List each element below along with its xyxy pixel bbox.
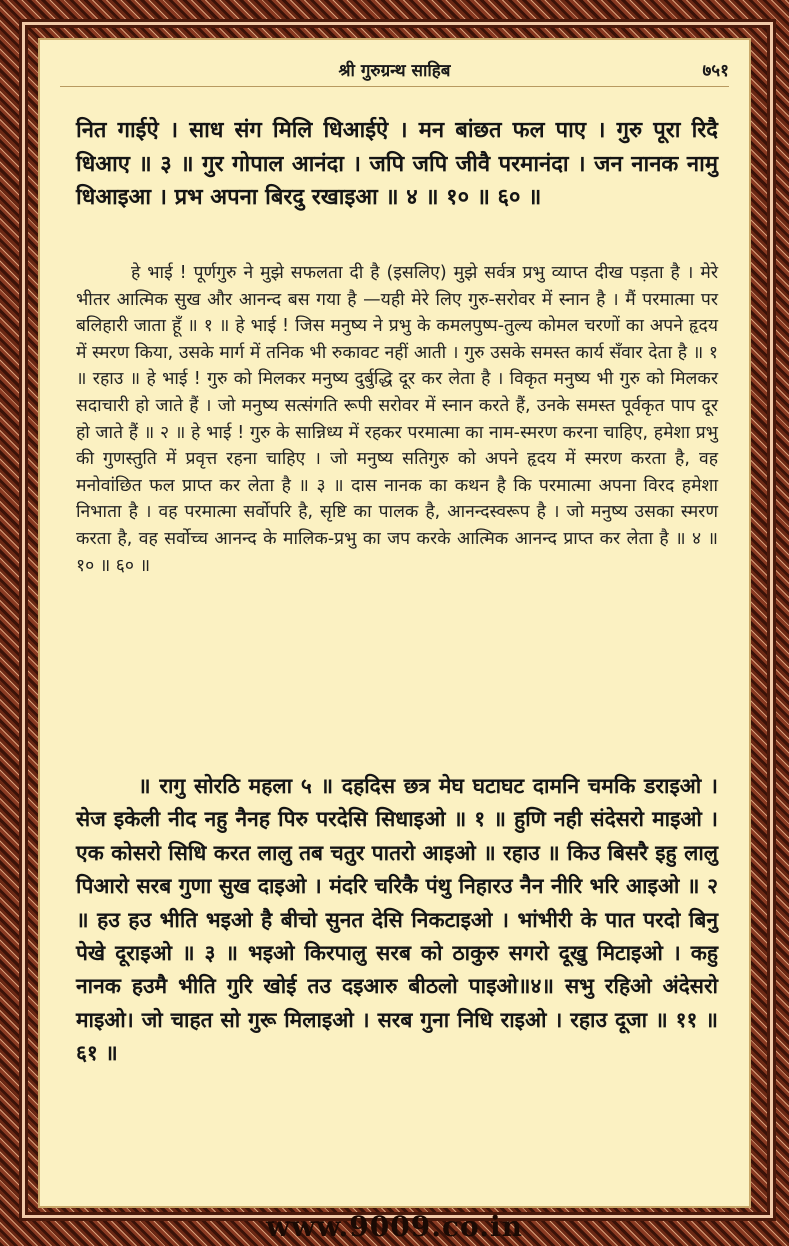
gurbani-verse-1: नित गाईऐ । साध संग मिलि धिआईऐ । मन बांछत फल पाए । गुरु पूरा रिदै धिआए ॥ ३ ॥ गुर गोपाल आनंदा । जपि जपि जीवै परमानंदा । जन नानक नामु धिआइआ । प्रभ अपना बिरदु रखाइआ ॥ ४ ॥ १० ॥ ६० ॥ [76, 118, 718, 210]
footer [0, 1204, 789, 1246]
gurbani-verse-2-text: ॥ रागु सोरठि महला ५ ॥ दहदिस छत्र मेघ घटाघट दामनि चमकि डराइओ । सेज इकेली नीद नहु नैनह पिरु परदेसि सिधाइओ ॥ १ ॥ हुणि नही संदेसरो माइओ । एक कोसरो सिधि करत लालु तब चतुर पातरो आइओ ॥ रहाउ ॥ किउ बिसरै इहु लालु पिआरो सरब गुणा सुख दाइओ । मंदरि चरिकै पंथु निहारउ नैन नीरि भरि आइओ ॥ २ ॥ हउ हउ भीति भइओ है बीचो सुनत देसि निकटाइओ । भांभीरी के पात परदो बिनु पेखे दूराइओ ॥ ३ ॥ भइओ किरपालु सरब को ठाकुरु सगरो दूखु मिटाइओ । कहु नानक हउमै भीति गुरि खोई तउ दइआरु बीठलो पाइओ॥४॥ सभु रहिओ अंदेसरो माइओ। जो चाहत सो गुरू मिलाइओ । सरब गुना निधि राइओ । रहाउ दूजा ॥ ११ ॥ ६१ ॥ [76, 774, 718, 1066]
gurbani-verse-2 [76, 770, 718, 1071]
page-title: श्री गुरुग्रन्थ साहिब [338, 61, 451, 81]
website-url: www.9009.co.in [266, 1210, 523, 1243]
header-divider [60, 86, 729, 87]
translation-text: हे भाई ! पूर्णगुरु ने मुझे सफलता दी है (इसलिए) मुझे सर्वत्र प्रभु व्याप्त दीख पड़ता है । मेरे भीतर आत्मिक सुख और आनन्द बस गया है —यही मेरे लिए गुरु-सरोवर में स्नान है । मैं परमात्मा पर बलिहारी जाता हूँ ॥ १ ॥ हे भाई ! जिस मनुष्य ने प्रभु के कमलपुष्प-तुल्य कोमल चरणों का अपने हृदय में स्मरण किया, उसके मार्ग में तनिक भी रुकावट नहीं आती । गुरु उसके समस्त कार्य सँवार देता है ॥ १ ॥ रहाउ ॥ हे भाई ! गुरु को मिलकर मनुष्य दुर्बुद्धि दूर कर लेता है । विकृत मनुष्य भी गुरु को मिलकर सदाचारी हो जाते हैं । जो मनुष्य सत्संगति रूपी सरोवर में स्नान करते हैं, उनके समस्त पूर्वकृत पाप दूर हो जाते हैं ॥ २ ॥ हे भाई ! गुरु के सान्निध्य में रहकर परमात्मा का नाम-स्मरण करना चाहिए, हमेशा प्रभु की गुणस्तुति में प्रवृत्त रहना चाहिए । जो मनुष्य सतिगुरु को अपने हृदय में स्मरण करता है, वह मनोवांछित फल प्राप्त कर लेता है ॥ ३ ॥ दास नानक का कथन है कि परमात्मा अपना विरद हमेशा निभाता है । वह परमात्मा सर्वोपरि है, सृष्टि का पालक है, आनन्दस्वरूप है । जो मनुष्य उसका स्मरण करता है, वह सर्वोच्च आनन्द के मालिक-प्रभु का जप करके आत्मिक आनन्द प्राप्त कर लेता है ॥ ४ ॥ १० ॥ ६० ॥ [76, 263, 718, 576]
page-header [38, 48, 751, 82]
page-number: ७५१ [702, 61, 729, 81]
translation-paragraph [76, 260, 718, 579]
